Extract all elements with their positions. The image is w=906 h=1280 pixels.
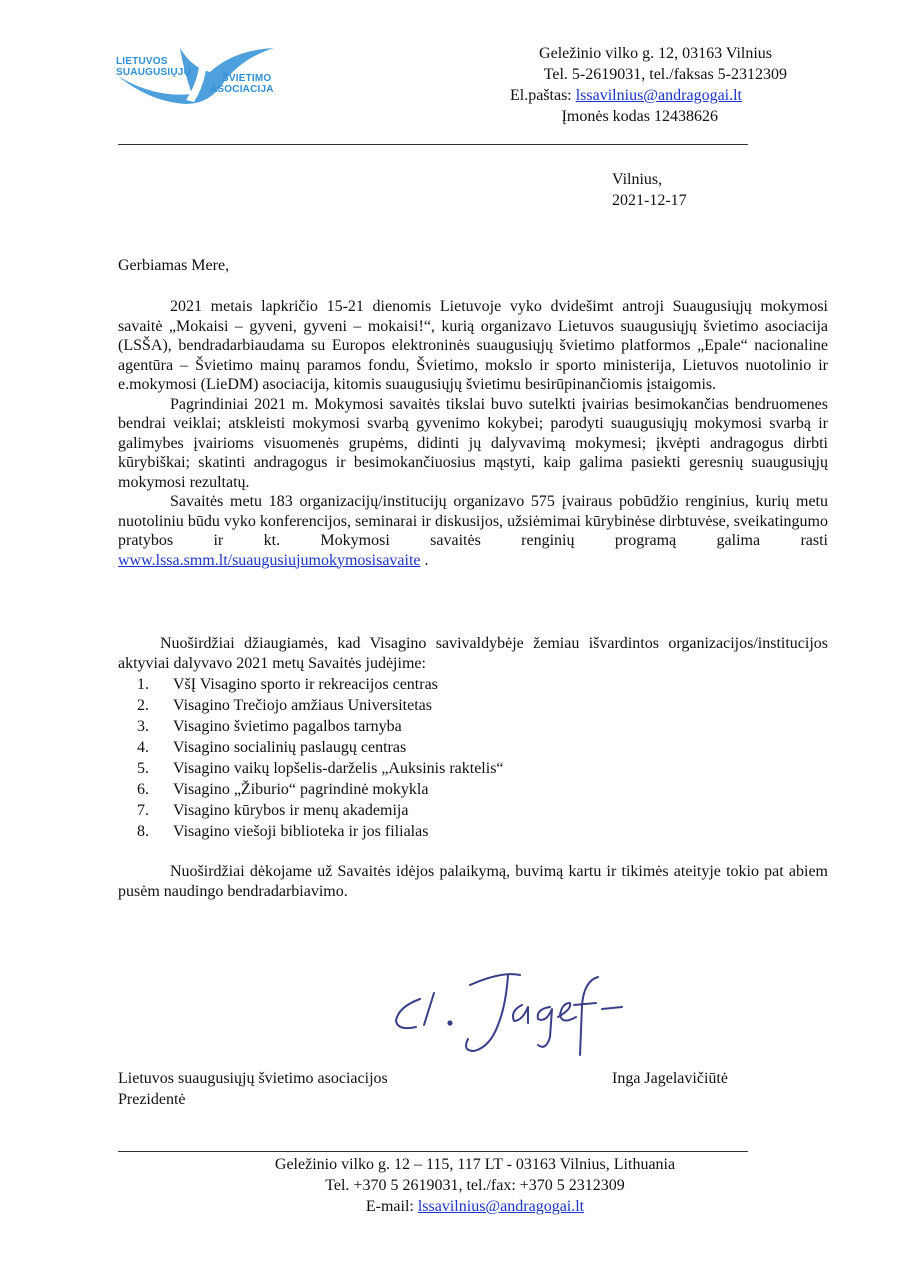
header-email-label: El.paštas: [509, 87, 576, 104]
header-company-code: Įmonės kodas 12438626 [561, 108, 718, 125]
paragraph-3 [118, 492, 828, 570]
footer-phone: Tel. +370 5 2619031, tel./fax: +370 5 2312309 [325, 1177, 625, 1194]
paragraph-2 [118, 395, 828, 493]
logo-line-4: ASOCIACIJA [210, 84, 274, 95]
paragraph-1-text: 2021 metais lapkričio 15-21 dienomis Lietuvoje vyko dvidešimt antroji Suaugusiųjų mokymosi savaitė „Mokaisi – gyveni, gyveni – mokaisi!“, kurią organizavo Lietuvos suaugusiųjų švietimo asociacija (LSŠA), bendradarbiaudama su Europos elektroninės suaugusiųjų švietimo platformos „Epale“ nacionaline agentūra – Švietimo mainų paramos fondu, Švietimo, mokslo ir sporto ministerija, Lietuvos nuotolinio ir e.mokymosi (LieDM) asociacija, kitomis suaugusiųjų švietimu besirūpinančiomis įstaigomis. [118, 298, 828, 393]
list-item: 3. Visagino švietimo pagalbos tarnyba [137, 718, 402, 735]
logo-line-3: ŠVIETIMO [222, 73, 272, 84]
signature-name: Inga Jagelavičiūtė [612, 1070, 728, 1087]
footer-divider [118, 1151, 748, 1152]
signature-org: Lietuvos suaugusiųjų švietimo asociacijos [118, 1070, 388, 1087]
paragraph-4 [118, 634, 828, 673]
list-item: 7. Visagino kūrybos ir menų akademija [137, 802, 409, 819]
list-item: 2. Visagino Trečiojo amžiaus Universitetas [137, 697, 432, 714]
footer-email-link[interactable]: lssavilnius@andragogai.lt [417, 1198, 585, 1215]
date-value: 2021-12-17 [612, 192, 687, 209]
letter-body [118, 297, 828, 570]
paragraph-3-text: Savaitės metu 183 organizacijų/institucijų organizavo 575 įvairaus pobūdžio renginius, kurių metu nuotoliniu būdu vyko konferencijos, seminarai ir diskusijos, užsiėmimai kūrybinėse dirbtuvėse, sveikatingumo pratybos ir kt. Mokymosi savaitės renginių programą galima rasti [118, 493, 828, 549]
date-city: Vilnius, [612, 171, 663, 188]
list-item: 8. Visagino viešoji biblioteka ir jos filialas [137, 823, 429, 840]
association-logo [114, 42, 279, 114]
signature-role: Prezidentė [118, 1091, 186, 1108]
greeting: Gerbiamas Mere, [118, 257, 230, 274]
handwritten-signature [390, 965, 630, 1065]
header-phone: Tel. 5-2619031, tel./faksas 5-2312309 [543, 66, 787, 83]
header-email-line [510, 86, 742, 106]
paragraph-2-text: Pagrindiniai 2021 m. Mokymosi savaitės tikslai buvo sutelkti įvairias besimokančias bendruomenes bendrai veiklai; atskleisti mokymosi svarbą gyvenimo kokybei; parodyti suaugusiųjų mokymosi svarbą ir galimybes įvairioms visuomenės grupėms, didinti jų dalyvavimą mokymesi; įkvėpti andragogus dirbti kūrybiškai; skatinti andragogus ir besimokančiuosius mąstyti, kaip galima pasiekti geresnių suaugusiųjų mokymosi rezultatų. [118, 395, 828, 491]
footer-email-line [22, 1197, 906, 1217]
learning-week-link[interactable]: www.lssa.smm.lt/suaugusiujumokymosisavaite [118, 551, 421, 569]
footer-address: Geležinio vilko g. 12 – 115, 117 LT - 03163 Vilnius, Lithuania [274, 1156, 676, 1173]
paragraph-5-text: Nuoširdžiai dėkojame už Savaitės idėjos palaikymą, buvimą kartu ir tikimės ateityje tokio pat abiem pusėm naudingo bendradarbiavimo. [118, 863, 828, 900]
list-item: 6. Visagino „Žiburio“ pagrindinė mokykla [137, 781, 429, 798]
header-divider [118, 144, 748, 145]
header-address: Geležinio vilko g. 12, 03163 Vilnius [539, 45, 772, 62]
logo-line-2: SUAUGUSIŲJŲ [116, 67, 191, 78]
footer-email-label: E-mail: [365, 1198, 418, 1215]
logo-line-1: LIETUVOS [116, 56, 168, 67]
header-contact [300, 44, 787, 134]
paragraph-5 [118, 862, 828, 901]
list-item: 1. VšĮ Visagino sporto ir rekreacijos centras [137, 676, 438, 693]
header-email-link[interactable]: lssavilnius@andragogai.lt [575, 87, 742, 104]
list-item: 5. Visagino vaikų lopšelis-darželis „Auksinis raktelis“ [137, 760, 504, 777]
paragraph-1 [118, 297, 828, 395]
list-item: 4. Visagino socialinių paslaugų centras [137, 739, 407, 756]
paragraph-4-text: Nuoširdžiai džiaugiamės, kad Visagino savivaldybėje žemiau išvardintos organizacijos/institucijos aktyviai dalyvavo 2021 metų Savaitės judėjime: [118, 635, 828, 672]
paragraph-3-end: . [420, 551, 429, 569]
